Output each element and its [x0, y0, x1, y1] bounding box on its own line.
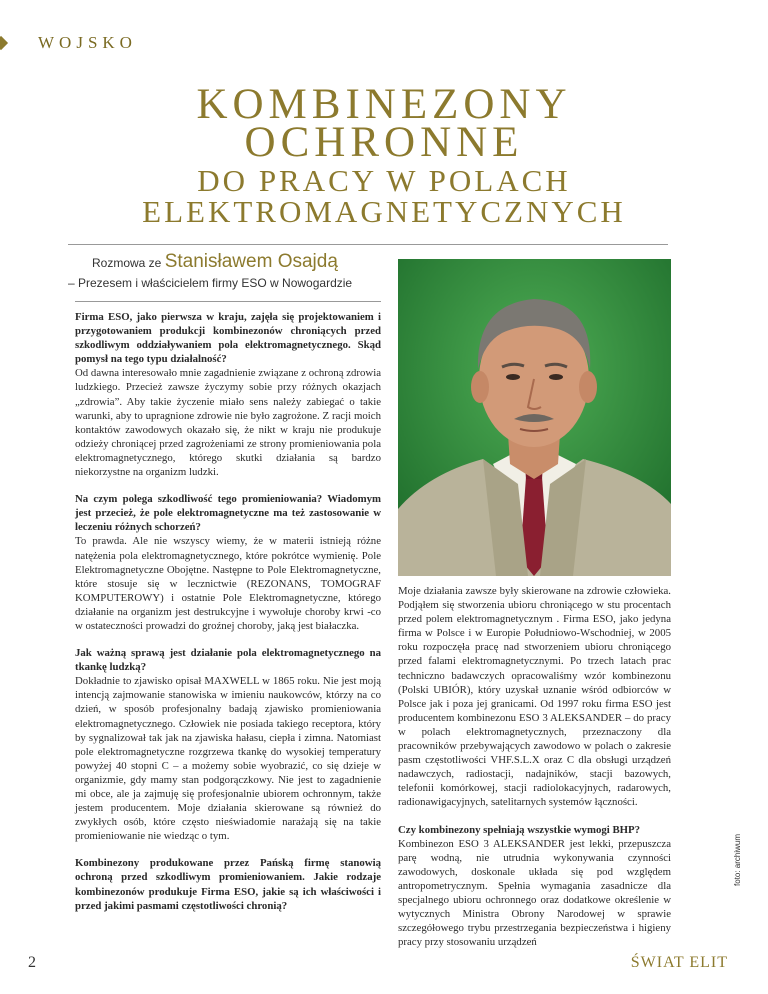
- title-main: [0, 81, 768, 166]
- magazine-name: ŚWIAT ELIT: [630, 954, 728, 971]
- portrait-photo: [398, 259, 671, 576]
- title-line-4: ELEKTROMAGNETYCZNYCH: [142, 194, 626, 229]
- question-4: Kombinezony produkowane przez Pańską firmę stanowią ochroną przed szkodliwym promieniowaniem. Jakie rodzaje kombinezonów produkuje Firma ESO, jakie są ich właściwości i przed jakimi pasmami częstotliwości chronią?: [75, 857, 381, 912]
- question-1: Firma ESO, jako pierwsza w kraju, zajęła się projektowaniem i przygotowaniem produkcji kombinezonów chroniących przed szkodliwym oddziaływaniem pola elektromagnetycznego. Skąd pomysł na tego typu działalność?: [75, 311, 381, 366]
- title-line-3: DO PRACY W POLACH: [197, 163, 571, 198]
- title-divider: [68, 244, 668, 245]
- portrait-illustration: [398, 259, 671, 576]
- question-5: Czy kombinezony spełniają wszystkie wymogi BHP?: [398, 823, 641, 836]
- answer-3: Dokładnie to zjawisko opisał MAXWELL w 1865 roku. Nie jest moją intencją zajmowanie stanowiska w imieniu naukowców, którzy na co dzień, w sposób profesjonalny badają zjawisko promieniowania elektromagnetycznego. Człowiek nie posiada takiego receptora, który by sygnalizował tak jak na zjawiska hałasu, ciepła i zimna. Natomiast pole elektromagnetyczne rozgrzewa tkankę do wysokiej temperatury powyżej 40 stopni C – a możemy sobie wyobrazić, co się dzieje w organizmie, gdy mamy stan podgorączkowy. Nie jest to zagadnienie mi obce, ale ja zajmuję się profesjonalnie ubiorem ochronnym, także jestem producentem. Moje działania skierowane są również do zwykłych osób, które często nieświadomie narażają się na takie promieniowanie nie wiedząc o tym.: [75, 675, 381, 843]
- interview-byline: [92, 251, 338, 273]
- title-sub: [0, 165, 768, 227]
- question-2: Na czym polega szkodliwość tego promieniowania? Wiadomym jest przecież, że pole elektromagnetyczne ma też zastosowanie w leczeniu różnych schorzeń?: [75, 493, 381, 534]
- section-label: WOJSKO: [38, 33, 137, 52]
- interviewee-name: Stanisławem Osajdą: [164, 251, 338, 272]
- intro-divider: [75, 301, 381, 302]
- answer-2: To prawda. Ale nie wszyscy wiemy, że w materii istnieją różne natężenia pola elektromagnetycznego, które pokrótce wymienię. Pole Elektromagnetyczne Obojętne. Następne to Pole Elektromagnetyczne, które stosuje się w lecznictwie (REZONANS, TOMOGRAF KOMPUTEROWY) i ostatnie Pole Elektromagnetyczne, którego działanie na organizm jest destrukcyjne i wywołuje choroby krwi -co w ostateczności prowadzi do groźnej choroby, jaką jest białaczka.: [75, 535, 381, 632]
- section-diamond-icon: [0, 36, 8, 50]
- interviewee-role: – Prezesem i właścicielem firmy ESO w Nowogardzie: [68, 276, 353, 290]
- left-column: [75, 310, 381, 926]
- right-column: [398, 584, 671, 962]
- answer-5: Kombinezon ESO 3 ALEKSANDER jest lekki, przepuszcza parę wodną, nie utrudnia wykonywania czynności zawodowych, doskonale układa się pod względem antropometrycznym. Spełnia wymagania zasadnicze dla specjalnego ubioru ochronnego oraz dodatkowe określenie w wytycznych Ministra Obrony Narodowej w sprawie szczegółowego trybu przestrzegania bezpieczeństwa i higieny pracy przy stosowaniu urządzeń: [398, 837, 671, 949]
- byline-prefix: Rozmowa ze: [92, 256, 162, 270]
- photo-credit: foto: archiwum: [733, 833, 742, 886]
- question-3: Jak ważną sprawą jest działanie pola elektromagnetycznego na tkankę ludzką?: [75, 647, 381, 674]
- page-number: 2: [28, 954, 36, 971]
- title-line-1: KOMBINEZONY: [196, 81, 572, 128]
- title-line-2: OCHRONNE: [244, 119, 524, 166]
- answer-4: Moje działania zawsze były skierowane na zdrowie człowieka. Podjąłem się stworzenia ubioru chroniącego w stu procentach przed polem elektromagnetycznym . Firma ESO, jako jedyna firma w Polsce i w Europie Południowo-Wschodniej, w 2005 roku rozpoczęła pracę nad stworzeniem ubioru chroniącego przed falami elektromagnetycznymi. Po trzech latach prac techniczno badawczych opracowaliśmy wzór kombinezonu (Polski UBIÓR), który uzyskał uznanie wśród odbiorców w Polsce jak i poza jej granicami. Od 1997 roku firma ESO jest producentem kombinezonu ESO 3 ALEKSANDER – do pracy w polach elektromagnetycznych, przeznaczony dla pracowników przebywających zawodowo w polach o zakresie pasm częstotliwości VHF.S.L.X oraz C dla obsługi urządzeń nadawczych, radiostacji, nadajników, stacji bazowych, telefonii komórkowej, stacji radiolokacyjnych, radarowych, radionawigacyjnych, satelitarnych systemów łączności.: [398, 585, 671, 809]
- answer-1: Od dawna interesowało mnie zagadnienie związane z ochroną zdrowia ludzkiego. Przecież zawsze życzymy sobie przy różnych okazjach „zdrowia”. Aby takie życzenie miało sens należy zabiegać o takie warunki, aby to upragnione zdrowie nie było zagrożone. Z racji moich kontaktów zawodowych okazało się, że nikt w kraju nie produkuje odzieży chroniącej przed zagrożeniami ze strony promieniowania pola elektromagnetycznego, którego skutki działania są bardzo niekorzystne na organizm ludzki.: [75, 367, 381, 479]
